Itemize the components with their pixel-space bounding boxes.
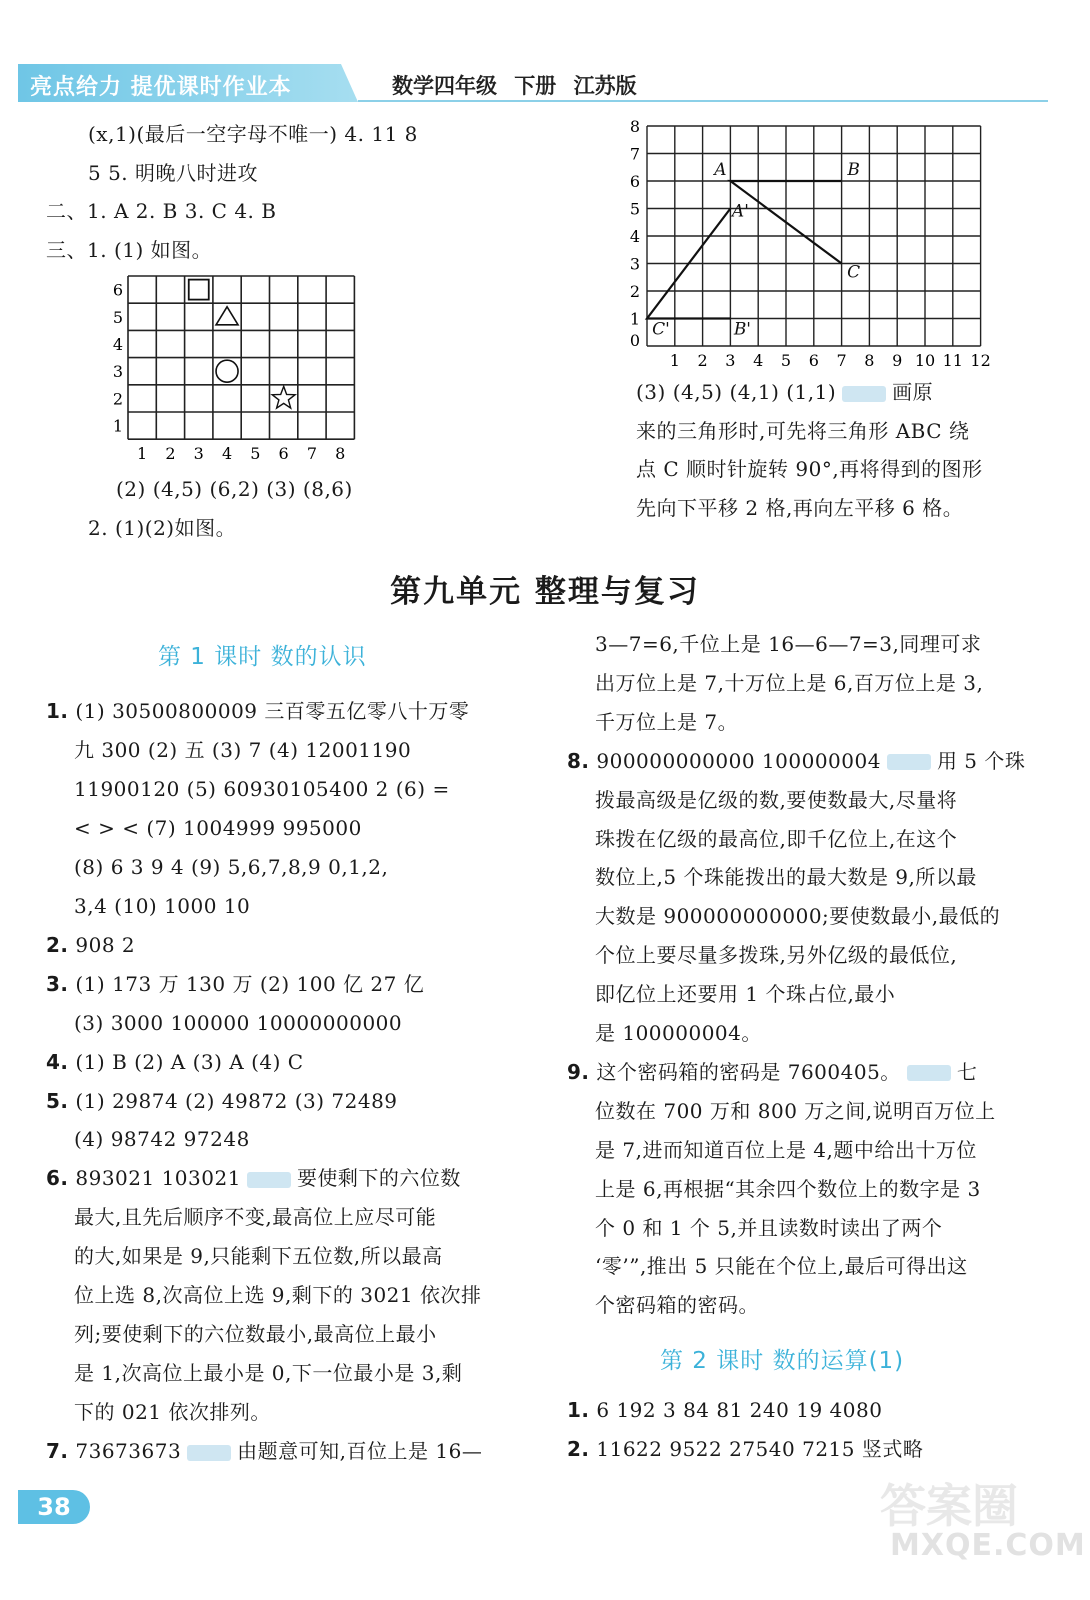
answer-line: 是 7,进而知道百位上是 4,题中给出十万位 <box>595 1137 977 1162</box>
answer-line: 下的 021 依次排列。 <box>74 1400 271 1425</box>
answer-line: 先向下平移 2 格,再向左平移 6 格。 <box>636 496 964 520</box>
answer-line: 2. 11622 9522 27540 7215 竖式略 <box>567 1436 924 1461</box>
x-tick-label: 2 <box>165 444 176 464</box>
coordinate-grid-triangle <box>620 112 1000 376</box>
question-number: 4. <box>46 1049 69 1074</box>
answer-line: < > < (7) 1004999 995000 <box>74 815 362 840</box>
answer-line: 拨最高级是亿级的数,要使数最大,尽量将 <box>595 787 958 812</box>
answer-line: 3,4 (10) 1000 10 <box>74 893 251 918</box>
y-tick-label: 8 <box>629 117 641 136</box>
answer-line: 个位上要尽量多拨珠,另外亿级的最低位, <box>595 943 958 968</box>
analysis-badge <box>247 1172 291 1188</box>
x-tick-label: 6 <box>808 351 819 370</box>
answer-line: 4. (1) B (2) A (3) A (4) C <box>46 1049 304 1074</box>
x-tick-label: 4 <box>753 351 764 370</box>
watermark-url: MXQE.COM <box>890 1528 1086 1563</box>
x-tick-label: 0 <box>629 331 641 350</box>
answer-line: 即亿位上还要用 1 个珠占位,最小 <box>595 982 896 1007</box>
answer-line: 3—7=6,千位上是 16—6—7=3,同理可求 <box>595 632 982 656</box>
answer-line: 7. 73673673 由题意可知,百位上是 16— <box>46 1439 483 1464</box>
question-number: 2. <box>46 932 69 957</box>
y-tick-label: 1 <box>629 309 641 329</box>
answer-line: (3) (4,5) (4,1) (1,1) 画原 <box>636 380 934 404</box>
x-tick-label: 5 <box>780 351 792 370</box>
x-tick-label: 11 <box>942 351 963 370</box>
answer-line: ‘零’”,推出 5 只能在个位上,最后可得出这 <box>595 1254 968 1279</box>
x-tick-label: 2 <box>697 351 708 370</box>
answer-line: 3. (1) 173 万 130 万 (2) 100 亿 27 亿 <box>46 971 425 996</box>
question-number: 3. <box>46 971 69 996</box>
answer-line: 最大,且先后顺序不变,最高位上应尽可能 <box>74 1205 437 1230</box>
answer-line: 出万位上是 7,十万位上是 6,百万位上是 3, <box>595 670 984 695</box>
square-shape <box>189 280 209 300</box>
lesson-title: 第 2 课时 数的运算(1) <box>660 1348 905 1374</box>
book-info: 数学四年级 下册 江苏版 <box>392 74 637 98</box>
answer-line: 8. 900000000000 100000004 用 5 个珠 <box>567 748 1026 773</box>
x-tick-label: 9 <box>892 351 903 370</box>
answer-line: 来的三角形时,可先将三角形 ABC 绕 <box>636 419 970 443</box>
answer-line: 点 C 顺时针旋转 90°,再将得到的图形 <box>636 457 983 481</box>
answer-line: (x,1)(最后一空字母不唯一) 4. 11 8 <box>88 122 418 146</box>
answer-line: (4) 98742 97248 <box>74 1127 250 1152</box>
x-tick-label: 10 <box>914 351 936 370</box>
answer-line: 的大,如果是 9,只能剩下五位数,所以最高 <box>74 1244 443 1269</box>
answer-line: 个 0 和 1 个 5,并且读数时读出了两个 <box>595 1215 943 1240</box>
answer-line: 11900120 (5) 60930105400 2 (6) = <box>74 776 450 801</box>
answer-line: 二、1. A 2. B 3. C 4. B <box>46 199 277 223</box>
question-number: 6. <box>46 1166 69 1191</box>
x-tick-label: 1 <box>137 444 148 464</box>
y-tick-label: 7 <box>629 144 641 164</box>
page-number: 38 <box>18 1490 90 1524</box>
x-tick-label: 5 <box>250 444 261 464</box>
answer-line: (2) (4,5) (6,2) (3) (8,6) <box>116 477 353 501</box>
y-tick-label: 6 <box>629 172 641 191</box>
answer-line: 1. (1) 30500800009 三百零五亿零八十万零 <box>46 699 470 723</box>
answer-line: 千万位上是 7。 <box>595 709 739 734</box>
y-tick-label: 4 <box>112 335 124 354</box>
answer-line: 是 1,次高位上最小是 0,下一位最小是 3,剩 <box>74 1361 463 1386</box>
answer-line: 6. 893021 103021 要使剩下的六位数 <box>46 1166 461 1191</box>
x-tick-label: 1 <box>669 351 680 370</box>
answer-line: 5. (1) 29874 (2) 49872 (3) 72489 <box>46 1088 398 1113</box>
answer-line: 9. 这个密码箱的密码是 7600405。 七 <box>567 1059 978 1084</box>
unit-title: 第九单元 整理与复习 <box>390 574 700 610</box>
x-tick-label: 7 <box>836 351 847 370</box>
question-number: 5. <box>46 1088 69 1113</box>
lesson-title: 第 1 课时 数的认识 <box>158 644 367 670</box>
y-tick-label: 3 <box>629 254 641 274</box>
x-tick-label: 3 <box>193 444 204 464</box>
answer-line: 位数在 700 万和 800 万之间,说明百万位上 <box>595 1098 996 1123</box>
x-tick-label: 12 <box>970 351 991 370</box>
point-label-c-prime: C' <box>652 319 670 340</box>
y-tick-label: 6 <box>112 280 124 300</box>
point-label-a-prime: A' <box>731 201 749 222</box>
answer-line: 是 100000004。 <box>595 1021 762 1045</box>
answer-line: 2. (1)(2)如图。 <box>88 516 237 540</box>
series-title: 亮点给力 提优课时作业本 <box>30 75 292 100</box>
y-tick-label: 2 <box>629 282 641 301</box>
answer-line: 个密码箱的密码。 <box>595 1293 759 1318</box>
analysis-badge <box>842 386 886 402</box>
point-label-b-prime: B' <box>733 319 751 340</box>
question-number: 1. <box>567 1398 590 1422</box>
analysis-badge <box>187 1445 231 1461</box>
answer-line: 位上选 8,次高位上选 9,剩下的 3021 依次排 <box>74 1283 482 1308</box>
x-tick-label: 8 <box>335 444 346 464</box>
x-tick-label: 7 <box>306 444 318 464</box>
watermark-logo: 答案圈 <box>880 1479 1018 1533</box>
point-label-b: B <box>847 160 860 180</box>
answer-line: (3) 3000 100000 10000000000 <box>74 1010 403 1035</box>
analysis-badge <box>887 754 931 770</box>
point-label-a: A <box>714 160 727 180</box>
answer-line: 5 5. 明晚八时进攻 <box>88 161 259 185</box>
y-tick-label: 1 <box>112 416 124 436</box>
x-tick-label: 8 <box>864 351 875 370</box>
circle-shape <box>216 360 238 382</box>
header-rule <box>358 100 1048 102</box>
answer-line: 珠拨在亿级的最高位,即千亿位上,在这个 <box>595 826 958 851</box>
answer-line: 1. 6 192 3 84 81 240 19 4080 <box>567 1398 883 1422</box>
question-number: 8. <box>567 748 590 773</box>
answer-line: 2. 908 2 <box>46 932 136 957</box>
answer-line: 三、1. (1) 如图。 <box>46 238 213 262</box>
answer-line: 九 300 (2) 五 (3) 7 (4) 12001190 <box>74 737 412 762</box>
question-number: 1. <box>46 699 69 723</box>
analysis-badge <box>907 1065 951 1081</box>
y-tick-label: 5 <box>629 199 641 219</box>
point-label-c: C <box>847 262 861 283</box>
y-tick-label: 5 <box>112 307 124 327</box>
x-tick-label: 4 <box>221 444 233 464</box>
answer-line: (8) 6 3 9 4 (9) 5,6,7,8,9 0,1,2, <box>74 854 389 879</box>
coordinate-grid-shapes <box>100 268 370 468</box>
y-tick-label: 2 <box>112 389 124 409</box>
question-number: 9. <box>567 1059 590 1084</box>
y-tick-label: 3 <box>112 362 124 382</box>
triangle-shape <box>216 307 238 325</box>
question-number: 2. <box>567 1436 590 1461</box>
answer-line: 上是 6,再根据“其余四个数位上的数字是 3 <box>595 1176 981 1201</box>
answer-line: 数位上,5 个珠能拨出的最大数是 9,所以最 <box>595 865 977 890</box>
star-shape <box>272 386 295 408</box>
y-tick-label: 4 <box>629 227 641 246</box>
answer-line: 大数是 900000000000;要使数最小,最低的 <box>595 904 1001 929</box>
answer-line: 列;要使剩下的六位数最小,最高位上最小 <box>74 1322 437 1347</box>
question-number: 7. <box>46 1439 69 1464</box>
x-tick-label: 6 <box>278 444 289 464</box>
x-tick-label: 3 <box>725 351 736 370</box>
